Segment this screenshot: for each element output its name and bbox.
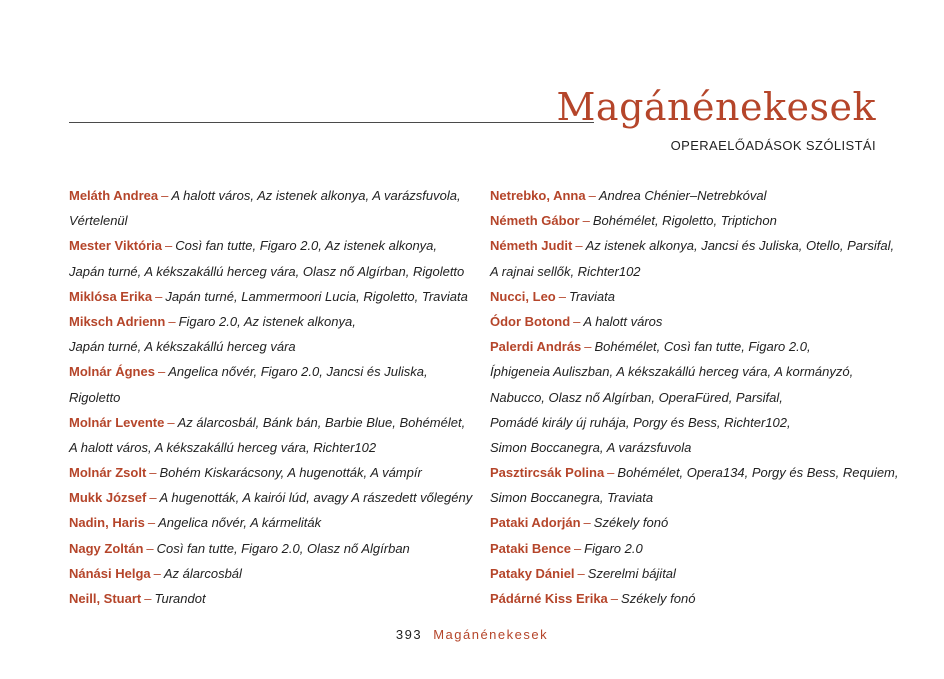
right-column [490, 183, 899, 611]
header-rule [69, 122, 594, 123]
entry-line [490, 259, 890, 284]
singer-name: Meláth Andrea [69, 188, 159, 203]
entry-line [490, 586, 890, 611]
entry-line [69, 510, 469, 535]
dash-separator: – [167, 414, 175, 430]
works-list: Simon Boccanegra, A varázsfuvola [490, 439, 692, 455]
singer-name: Nagy Zoltán [69, 540, 144, 556]
dash-separator: – [168, 313, 176, 329]
works-list: Bohémélet, Opera134, Porgy és Bess, Requiem, [617, 465, 899, 481]
entry-line [490, 208, 890, 233]
singer-name: Palerdi András [490, 339, 582, 355]
singer-name: Miksch Adrienn [69, 313, 166, 329]
works-list: Szerelmi bájital [587, 565, 676, 581]
works-list: Székely fonó [621, 591, 696, 606]
works-list: Figaro 2.0 [584, 540, 643, 556]
singer-name: Neill, Stuart [69, 591, 142, 606]
entry-line [69, 485, 473, 510]
entry-line [490, 460, 899, 485]
entry-line [69, 359, 469, 384]
works-list: Figaro 2.0, Az istenek alkonya, [178, 313, 356, 329]
entry-line [69, 284, 469, 309]
entry-line [490, 284, 890, 309]
singer-name: Mukk József [69, 490, 147, 506]
dash-separator: – [573, 313, 581, 329]
dash-separator: – [582, 213, 590, 229]
entry-line [490, 410, 890, 435]
dash-separator: – [157, 364, 166, 380]
dash-separator: – [146, 540, 154, 556]
singer-name: Németh Gábor [490, 213, 580, 229]
singer-name: Mester Viktória [69, 238, 162, 254]
works-list: A halott város, Az istenek alkonya, A varázsfuvola, [171, 188, 461, 203]
entry-line [69, 334, 469, 359]
entry-line [69, 586, 469, 611]
works-list: Bohémélet, Rigoletto, Triptichon [592, 213, 777, 229]
dash-separator: – [149, 490, 157, 506]
works-list: Angelica nővér, Figaro 2.0, Jancsi és Juliska, [168, 364, 428, 380]
works-list: Székely fonó [593, 515, 669, 531]
works-list: A halott város, A kékszakállú herceg vára, Richter102 [69, 439, 377, 455]
singer-name: Pádárné Kiss Erika [490, 591, 608, 606]
works-list: Az istenek alkonya, Jancsi és Juliska, Otello, Parsifal, [585, 238, 895, 254]
works-list: Traviata [568, 288, 615, 304]
singer-name: Molnár Zsolt [69, 465, 147, 481]
singer-name: Molnár Ágnes [69, 364, 155, 380]
works-list: Bohém Kiskarácsony, A hugenották, A vámpír [159, 465, 422, 481]
works-list: Japán turné, Lammermoori Lucia, Rigoletto, Traviata [165, 288, 468, 304]
works-list: Vértelenül [69, 213, 128, 229]
entry-line [490, 385, 890, 410]
entry-line [490, 536, 890, 561]
dash-separator: – [144, 591, 152, 606]
works-list: Az álarcosbál [163, 565, 242, 581]
works-list: A halott város [583, 313, 663, 329]
singer-name: Ódor Botond [490, 313, 571, 329]
works-list: Simon Boccanegra, Traviata [490, 490, 654, 506]
dash-separator: – [610, 591, 619, 606]
singer-name: Miklósa Erika [69, 288, 153, 304]
singer-name: Pataki Bence [490, 540, 571, 556]
works-list: A rajnai sellők, Richter102 [490, 263, 641, 279]
singer-name: Nucci, Leo [490, 288, 556, 304]
entry-line [490, 510, 890, 535]
singer-name: Molnár Levente [69, 414, 165, 430]
entry-line [490, 561, 890, 586]
entry-line [490, 359, 890, 384]
dash-separator: – [583, 515, 591, 531]
works-list: Così fan tutte, Figaro 2.0, Olasz nő Algírban [156, 540, 410, 556]
works-list: Az álarcosbál, Bánk bán, Barbie Blue, Bohémélet, [177, 414, 466, 430]
entry-line [69, 233, 469, 258]
entry-line [490, 183, 890, 208]
works-list: Angelica nővér, A kármeliták [158, 515, 322, 531]
dash-separator: – [588, 188, 596, 203]
works-list: Pomádé király új ruhája, Porgy és Bess, Richter102, [490, 414, 791, 430]
singer-name: Németh Judit [490, 238, 573, 254]
entry-line [69, 460, 469, 485]
entry-line [69, 385, 469, 410]
footer-title: Magánénekesek [433, 627, 549, 642]
singer-name: Nánási Helga [69, 565, 151, 581]
singer-name: Nadin, Haris [69, 515, 145, 531]
entry-line [69, 183, 469, 208]
entry-line [69, 536, 469, 561]
works-list: Così fan tutte, Figaro 2.0, Az istenek alkonya, [175, 238, 438, 254]
works-list: Bohémélet, Così fan tutte, Figaro 2.0, [594, 339, 811, 355]
dash-separator: – [161, 188, 169, 203]
works-list: Andrea Chénier–Netrebkóval [598, 188, 767, 203]
dash-separator: – [147, 515, 156, 531]
entry-line [69, 259, 469, 284]
dash-separator: – [584, 339, 592, 355]
dash-separator: – [155, 288, 163, 304]
entry-line [490, 233, 895, 258]
entry-line [69, 309, 469, 334]
entry-line [490, 435, 890, 460]
dash-separator: – [573, 540, 582, 556]
dash-separator: – [577, 565, 585, 581]
entry-line [490, 309, 890, 334]
dash-separator: – [607, 465, 615, 481]
singer-name: Pataky Dániel [490, 565, 575, 581]
dash-separator: – [153, 565, 161, 581]
page-number: 393 [395, 627, 423, 642]
entry-line [490, 334, 890, 359]
works-list: Japán turné, A kékszakállú herceg vára, Olasz nő Algírban, Rigoletto [69, 263, 465, 279]
entry-line [69, 410, 469, 435]
entry-line [69, 561, 469, 586]
singer-name: Pasztircsák Polina [490, 465, 605, 481]
works-list: Japán turné, A kékszakállú herceg vára [69, 339, 296, 355]
dash-separator: – [575, 238, 583, 254]
entry-line [69, 208, 469, 233]
page-footer [0, 627, 944, 642]
page-subtitle: OPERAELŐADÁSOK SZÓLISTÁI [670, 138, 876, 153]
singer-name: Pataki Adorján [490, 515, 581, 531]
dash-separator: – [149, 465, 157, 481]
singer-name: Netrebko, Anna [490, 188, 586, 203]
dash-separator: – [558, 288, 566, 304]
left-column [69, 183, 473, 611]
works-list: Nabucco, Olasz nő Algírban, OperaFüred, Parsifal, [490, 389, 783, 405]
works-list: Turandot [154, 591, 206, 606]
works-list: A hugenották, A kairói lúd, avagy A rászedett vőlegény [159, 490, 473, 506]
works-list: Rigoletto [69, 389, 121, 405]
entry-line [69, 435, 469, 460]
works-list: Íphigeneia Auliszban, A kékszakállú herceg vára, A kormányzó, [490, 364, 854, 380]
entry-line [490, 485, 890, 510]
dash-separator: – [164, 238, 173, 254]
page-title: Magánénekesek [556, 85, 876, 129]
